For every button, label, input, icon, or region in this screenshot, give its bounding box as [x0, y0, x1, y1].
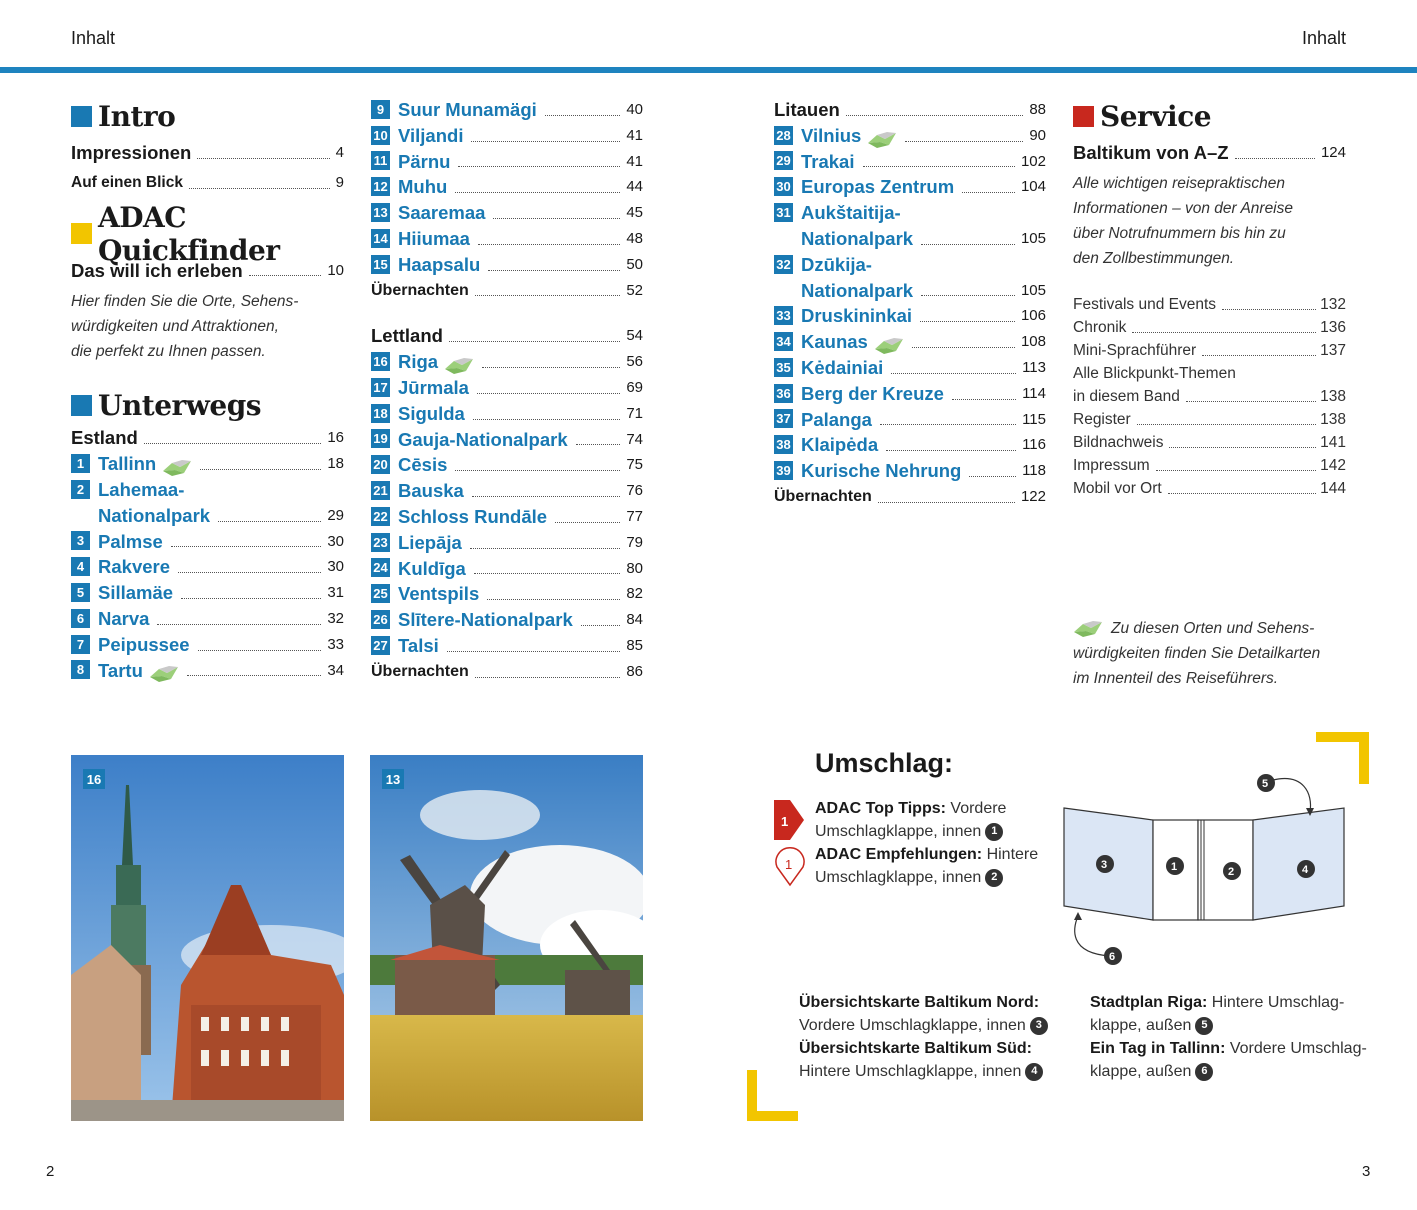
service-heading: Service — [1073, 98, 1346, 134]
intro-square-icon — [71, 106, 92, 127]
list-item[interactable]: 28 Vilnius 90 — [774, 123, 1046, 149]
svg-text:5: 5 — [1262, 778, 1269, 790]
cover-number-badge — [1257, 774, 1275, 792]
toc-row[interactable]: Baltikum von A–Z 124 — [1073, 142, 1346, 163]
list-item[interactable]: 33 Druskininkai 106 — [774, 303, 1046, 329]
column-2 — [371, 97, 643, 685]
list-item[interactable]: 32 Dzūkija- — [774, 252, 1046, 278]
list-item[interactable]: 14 Hiiumaa 48 — [371, 226, 643, 252]
list-item[interactable]: 15 Haapsalu 50 — [371, 252, 643, 278]
list-item[interactable]: 23 Liepāja 79 — [371, 530, 643, 556]
toc-row[interactable]: Chronik 136 — [1073, 318, 1346, 336]
column-1 — [71, 98, 344, 683]
list-item[interactable]: 16 Riga 56 — [371, 349, 643, 375]
cover-number-badge: 2 — [985, 869, 1003, 887]
quickfinder-heading: ADAC Quickfinder — [71, 216, 344, 252]
service-description: Alle wichtigen reisepraktischen Informationen – von der Anreise über Notrufnummern bis hin zu den Zollbestimmungen. — [1073, 174, 1293, 267]
photo-badge: 13 — [382, 769, 404, 789]
svg-text:6: 6 — [1109, 951, 1116, 963]
list-item[interactable]: 24 Kuldīga 80 — [371, 556, 643, 582]
list-item[interactable]: 12 Muhu 44 — [371, 174, 643, 200]
svg-text:1: 1 — [1171, 861, 1178, 873]
column-3 — [774, 97, 1046, 510]
list-item[interactable]: 27 Talsi 85 — [371, 633, 643, 659]
toc-row-uebernachten[interactable]: Übernachten 122 — [774, 487, 1046, 505]
intro-heading: Intro — [71, 98, 344, 134]
list-item[interactable]: 6 Narva 32 — [71, 606, 344, 632]
photo-badge: 16 — [83, 769, 105, 789]
list-item-continuation[interactable]: Nationalpark 105 — [801, 279, 1046, 301]
toc-row-lettland[interactable]: Lettland 54 — [371, 325, 643, 347]
detail-map-icon — [874, 337, 904, 355]
quickfinder-description: Hier finden Sie die Orte, Sehens- würdigkeiten und Attraktionen, die perfekt zu Ihnen passen. — [71, 293, 299, 361]
list-item[interactable]: 37 Palanga 115 — [774, 407, 1046, 433]
header-left: Inhalt — [71, 28, 116, 48]
photo-saaremaa — [370, 755, 643, 1121]
list-item[interactable]: 17 Jūrmala 69 — [371, 375, 643, 401]
toc-row[interactable]: Alle Blickpunkt-Themen — [1073, 364, 1236, 382]
toc-row[interactable]: Mobil vor Ort 144 — [1073, 479, 1346, 497]
list-item[interactable]: 7 Peipussee 33 — [71, 632, 344, 658]
list-item[interactable]: 1 Tallinn 18 — [71, 451, 344, 477]
unterwegs-heading: Unterwegs — [71, 387, 344, 423]
list-item[interactable]: 4 Rakvere 30 — [71, 554, 344, 580]
header-right: Inhalt — [1301, 28, 1346, 48]
cover-number-badge — [1166, 857, 1184, 875]
page-number-left: 2 — [46, 1163, 55, 1180]
toc-row[interactable]: Auf einen Blick 9 — [71, 173, 344, 191]
list-item[interactable]: 38 Klaipėda 116 — [774, 432, 1046, 458]
list-item[interactable]: 26 Slītere-Nationalpark 84 — [371, 607, 643, 633]
list-item[interactable]: 13 Saaremaa 45 — [371, 200, 643, 226]
toc-row-estland[interactable]: Estland 16 — [71, 427, 344, 449]
list-item[interactable]: 21 Bauska 76 — [371, 478, 643, 504]
toc-row[interactable]: Register 138 — [1073, 410, 1346, 428]
list-item[interactable]: 18 Sigulda 71 — [371, 401, 643, 427]
header-rule — [0, 67, 1417, 73]
list-item[interactable]: 29 Trakai 102 — [774, 149, 1046, 175]
list-item[interactable]: 25 Ventspils 82 — [371, 581, 643, 607]
detail-map-icon — [149, 665, 179, 683]
empfehlung-marker-number: 1 — [785, 857, 793, 872]
map-references-left: Übersichtskarte Baltikum Nord: Vordere Umschlagklappe, innen 3 Übersichtskarte Baltikum Süd: Hintere Umschlagklappe, innen 4 — [799, 991, 1048, 1083]
svg-text:4: 4 — [1302, 864, 1309, 876]
cover-number-badge — [1223, 862, 1241, 880]
cover-number-badge: 3 — [1030, 1017, 1048, 1035]
list-item-continuation[interactable]: Nationalpark 105 — [801, 227, 1046, 249]
list-item[interactable]: 10 Viljandi 41 — [371, 123, 643, 149]
cover-number-badge: 1 — [985, 823, 1003, 841]
list-item[interactable]: 35 Kėdainiai 113 — [774, 355, 1046, 381]
list-item[interactable]: 11 Pärnu 41 — [371, 149, 643, 175]
top-tipps-text: ADAC Top Tipps: Vordere Umschlagklappe, innen 1 — [815, 800, 1007, 840]
detail-map-icon — [1073, 620, 1103, 638]
toc-row[interactable]: in diesem Band 138 — [1073, 387, 1346, 405]
toc-row-uebernachten[interactable]: Übernachten 86 — [371, 662, 643, 680]
cover-number-badge — [1096, 855, 1114, 873]
list-item[interactable]: 39 Kurische Nehrung 118 — [774, 458, 1046, 484]
riga-illustration — [71, 755, 344, 1121]
windmill-illustration — [370, 755, 643, 1121]
detail-map-icon — [867, 131, 897, 149]
list-item[interactable]: 19 Gauja-Nationalpark 74 — [371, 427, 643, 453]
list-item[interactable]: 30 Europas Zentrum 104 — [774, 174, 1046, 200]
list-item[interactable]: 22 Schloss Rundāle 77 — [371, 504, 643, 530]
cover-fold-diagram — [1058, 768, 1348, 968]
toc-row[interactable]: Mini-Sprachführer 137 — [1073, 341, 1346, 359]
list-item[interactable]: 34 Kaunas 108 — [774, 329, 1046, 355]
svg-text:3: 3 — [1101, 859, 1108, 871]
toc-row[interactable]: Impressum 142 — [1073, 456, 1346, 474]
toc-row[interactable]: Impressionen 4 — [71, 142, 344, 163]
list-item[interactable]: 31 Aukštaitija- — [774, 200, 1046, 226]
detail-map-icon — [162, 459, 192, 477]
page-number-right: 3 — [1362, 1163, 1371, 1180]
toc-row-uebernachten[interactable]: Übernachten 52 — [371, 281, 643, 299]
cover-number-badge — [1297, 860, 1315, 878]
cover-number-badge: 4 — [1025, 1063, 1043, 1081]
list-item-continuation[interactable]: Nationalpark 29 — [98, 504, 344, 526]
cover-number-badge — [1104, 947, 1122, 965]
list-item[interactable]: 9 Suur Munamägi 40 — [371, 97, 643, 123]
cover-number-badge: 5 — [1195, 1017, 1213, 1035]
quickfinder-square-icon — [71, 223, 92, 244]
toc-row-litauen[interactable]: Litauen 88 — [774, 99, 1046, 120]
empfehlungen-text: ADAC Empfehlungen: Hintere Umschlagklappe, innen 2 — [815, 846, 1039, 886]
toc-row[interactable]: Festivals und Events 132 — [1073, 295, 1346, 313]
list-item[interactable]: 3 Palmse 30 — [71, 529, 344, 555]
top-tipp-marker-icon — [774, 800, 806, 840]
service-square-icon — [1073, 106, 1094, 127]
list-item[interactable]: 20 Cēsis 75 — [371, 452, 643, 478]
list-item[interactable]: 8 Tartu 34 — [71, 658, 344, 684]
list-item[interactable]: 5 Sillamäe 31 — [71, 580, 344, 606]
list-item[interactable]: 36 Berg der Kreuze 114 — [774, 381, 1046, 407]
umschlag-title: Umschlag: — [815, 748, 954, 778]
list-item[interactable]: 2 Lahemaa- — [71, 477, 344, 503]
toc-row[interactable]: Bildnachweis 141 — [1073, 433, 1346, 451]
map-note: Zu diesen Orten und Sehens- würdigkeiten finden Sie Detailkarten im Innenteil des Reiseführers. — [1073, 620, 1321, 687]
corner-mark-bottom-left — [747, 1070, 798, 1121]
toc-row[interactable]: Das will ich erleben 10 — [71, 259, 344, 281]
top-tipp-marker-number: 1 — [781, 814, 789, 829]
cover-number-badge: 6 — [1195, 1063, 1213, 1081]
column-4 — [1073, 98, 1346, 500]
svg-text:2: 2 — [1228, 866, 1235, 878]
empfehlung-marker-icon — [774, 845, 806, 887]
map-references-right: Stadtplan Riga: Hintere Umschlag- klappe, außen 5 Ein Tag in Tallinn: Vordere Umschlag- klappe, außen 6 — [1090, 994, 1367, 1080]
unterwegs-square-icon — [71, 395, 92, 416]
photo-riga — [71, 755, 344, 1121]
detail-map-icon — [444, 357, 474, 375]
